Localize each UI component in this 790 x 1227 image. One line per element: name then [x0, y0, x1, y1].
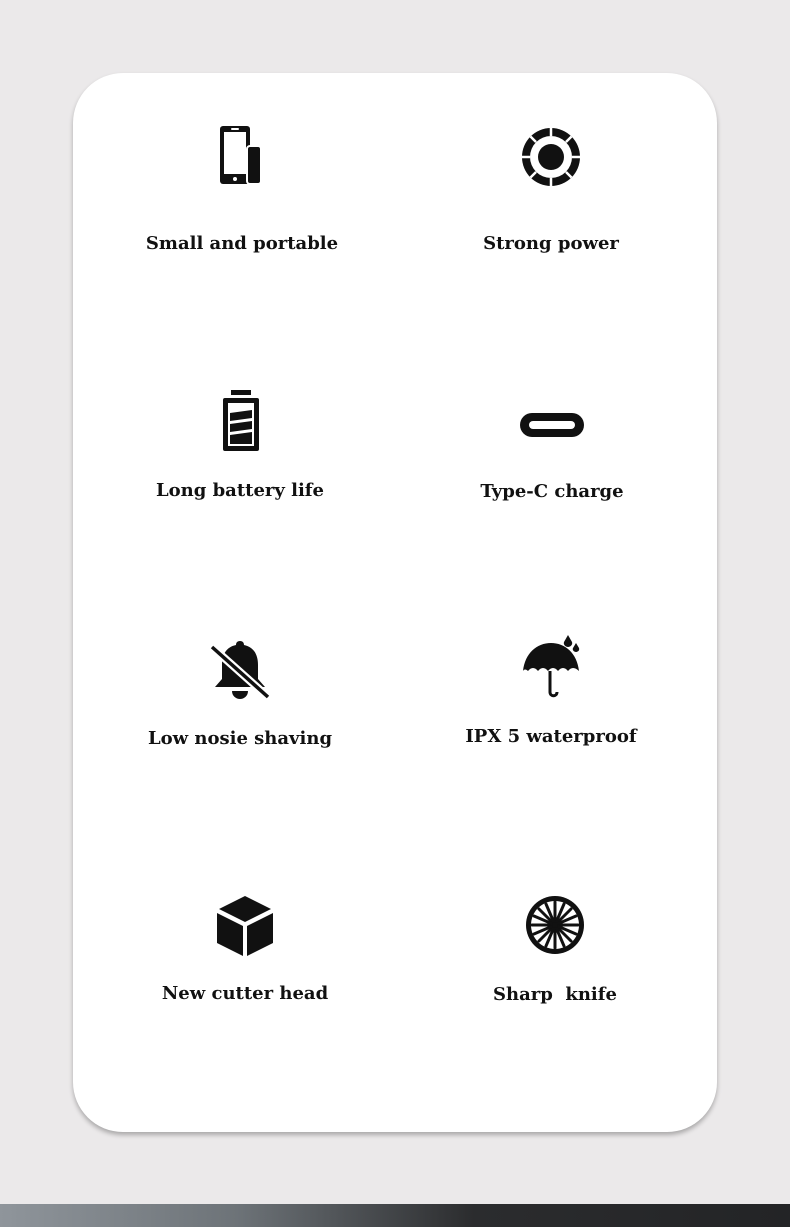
feature-label: IPX 5 waterproof — [465, 726, 637, 747]
feature-label: New cutter head — [161, 983, 329, 1004]
feature-label: Strong power — [483, 233, 619, 254]
feature-label: Low nosie shaving — [147, 728, 333, 749]
umbrella-rain-icon — [519, 635, 583, 699]
battery-icon — [208, 389, 272, 453]
power-ring-icon — [519, 125, 583, 189]
phone-icon — [210, 125, 274, 189]
blade-burst-icon — [523, 893, 587, 957]
feature-label: Sharp knife — [493, 984, 617, 1005]
feature-label: Long battery life — [155, 480, 324, 501]
bell-off-icon — [208, 639, 272, 703]
cube-icon — [213, 894, 277, 958]
type-c-port-icon — [520, 393, 584, 457]
feature-label: Small and portable — [145, 233, 339, 254]
feature-label: Type-C charge — [480, 481, 624, 502]
bottom-gradient-strip — [0, 1204, 790, 1227]
features-card — [73, 73, 717, 1132]
